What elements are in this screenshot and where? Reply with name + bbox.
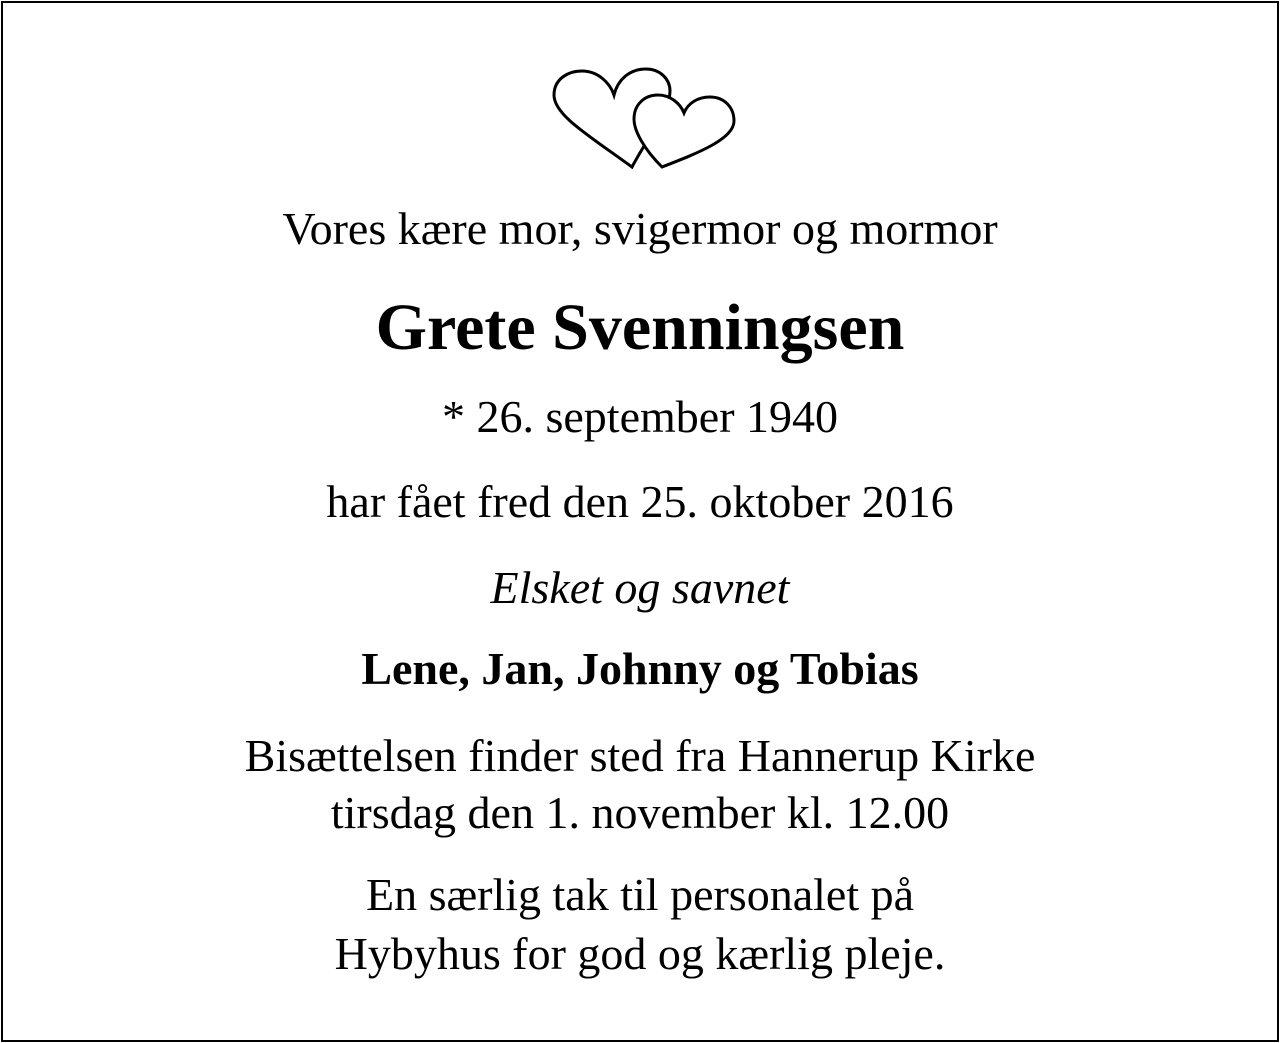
obituary-notice (1, 1, 1279, 1042)
two-hearts-icon (548, 65, 740, 175)
loved-and-missed-text: Elsket og savnet (490, 562, 790, 613)
thanks-line-1: En særlig tak til personalet på (365, 869, 915, 920)
intro-text: Vores kære mor, svigermor og mormor (282, 203, 998, 254)
deceased-name: Grete Svenningsen (375, 291, 905, 364)
family-names: Lene, Jan, Johnny og Tobias (361, 643, 919, 694)
death-date: har fået fred den 25. oktober 2016 (326, 476, 954, 527)
thanks-line-2: Hybyhus for god og kærlig pleje. (334, 928, 946, 979)
funeral-info-line-1: Bisættelsen finder sted fra Hannerup Kirke (244, 730, 1036, 781)
funeral-info-line-2: tirsdag den 1. november kl. 12.00 (330, 787, 950, 838)
birth-date: * 26. september 1940 (441, 391, 839, 442)
